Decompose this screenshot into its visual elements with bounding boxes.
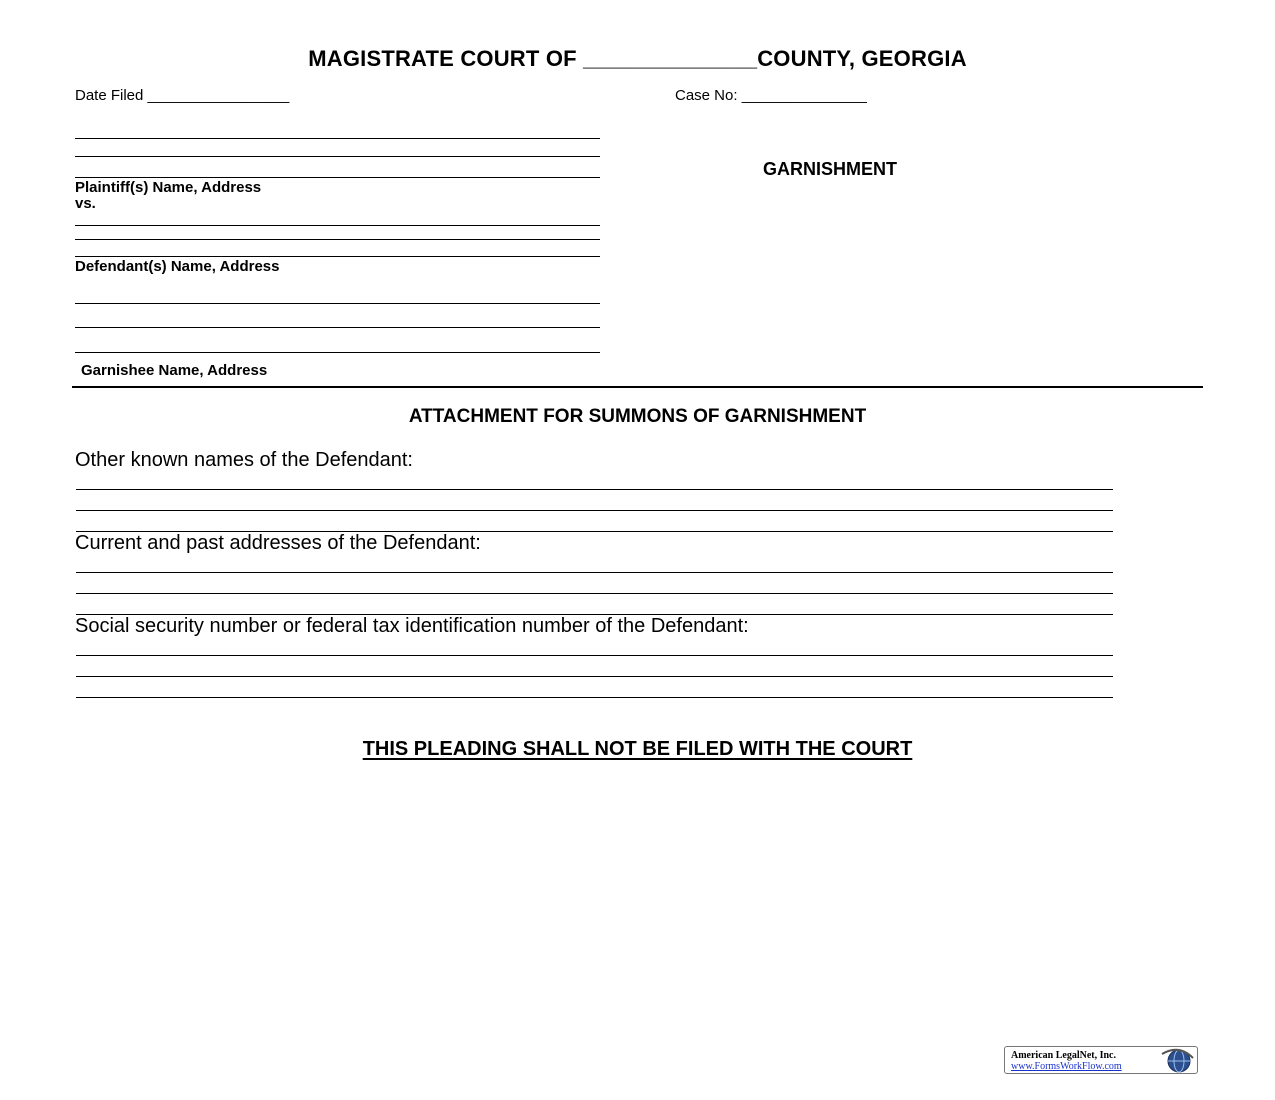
other-names-question: Other known names of the Defendant: (75, 449, 413, 471)
vs-label: vs. (75, 195, 96, 212)
addresses-line-2[interactable] (76, 593, 1113, 594)
page-title: MAGISTRATE COURT OF ______________COUNTY, GEORGIA (308, 46, 967, 71)
plaintiff-line-2[interactable] (75, 156, 600, 157)
logo-company: American LegalNet, Inc. (1011, 1050, 1116, 1061)
publisher-logo[interactable] (1004, 1046, 1198, 1074)
logo-url[interactable]: www.FormsWorkFlow.com (1011, 1061, 1122, 1072)
plaintiff-line-3[interactable] (75, 177, 600, 178)
addresses-question: Current and past addresses of the Defendant: (75, 532, 481, 554)
date-filed-field[interactable]: Date Filed _________________ (75, 87, 290, 104)
ssn-line-3[interactable] (76, 697, 1113, 698)
globe-icon (1159, 1048, 1195, 1074)
defendant-line-2[interactable] (75, 239, 600, 240)
garnishee-label: Garnishee Name, Address (81, 362, 268, 379)
garnishee-line-1[interactable] (75, 303, 600, 304)
filing-notice (0, 738, 1275, 761)
ssn-question: Social security number or federal tax identification number of the Defendant: (75, 615, 749, 637)
form-type-heading: GARNISHMENT (763, 159, 897, 179)
other-names-line-1[interactable] (76, 489, 1113, 490)
case-number-field[interactable]: Case No: _______________ (675, 87, 867, 104)
defendant-line-1[interactable] (75, 225, 600, 226)
plaintiff-label: Plaintiff(s) Name, Address (75, 179, 262, 196)
garnishee-line-2[interactable] (75, 327, 600, 328)
section-title: ATTACHMENT FOR SUMMONS OF GARNISHMENT (408, 406, 867, 427)
filing-notice-text: THIS PLEADING SHALL NOT BE FILED WITH THE COURT (362, 738, 913, 760)
garnishee-line-3[interactable] (75, 352, 600, 353)
ssn-line-1[interactable] (76, 655, 1113, 656)
other-names-line-2[interactable] (76, 510, 1113, 511)
addresses-line-1[interactable] (76, 572, 1113, 573)
defendant-line-3[interactable] (75, 256, 600, 257)
plaintiff-line-1[interactable] (75, 138, 600, 139)
defendant-label: Defendant(s) Name, Address (75, 258, 280, 275)
ssn-line-2[interactable] (76, 676, 1113, 677)
section-divider (72, 386, 1203, 388)
